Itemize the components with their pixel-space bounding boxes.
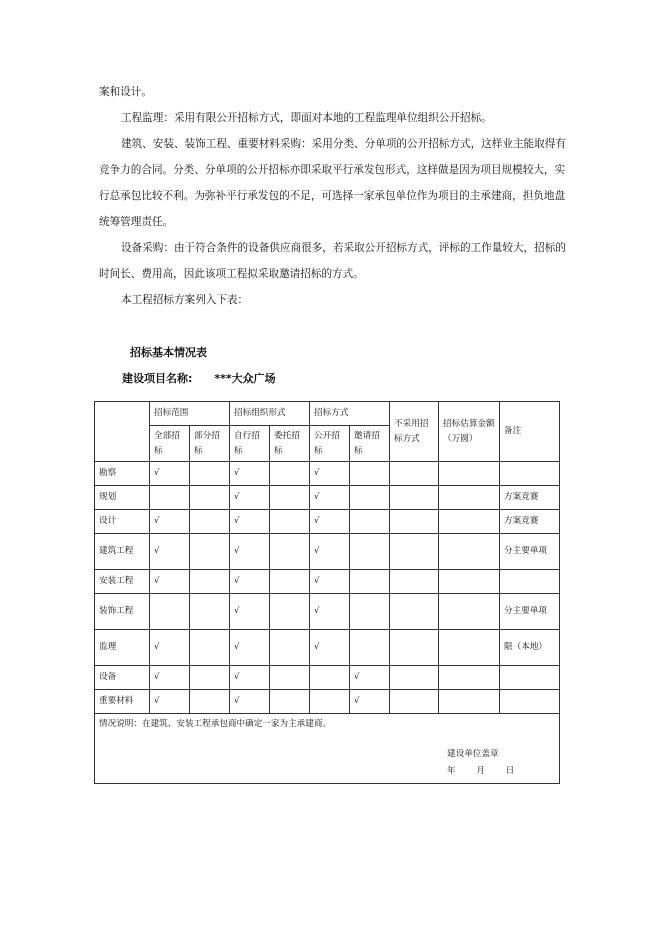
cell-full: √ (150, 630, 190, 666)
cell-remark: 分主要单项 (500, 594, 560, 630)
cell-remark: 方案竞赛 (500, 510, 560, 534)
cell-invited (350, 630, 390, 666)
cell-self: √ (230, 486, 270, 510)
table-title: 招标基本情况表 (130, 346, 207, 359)
subheader-full: 全部招标 (150, 426, 190, 462)
cell-self: √ (230, 570, 270, 594)
table-row (95, 510, 560, 534)
cell-public: √ (310, 510, 350, 534)
header-scope: 招标范围 (150, 402, 230, 426)
cell-no-public (390, 486, 439, 510)
cell-entrusted (270, 666, 310, 690)
row-name: 安装工程 (95, 570, 150, 594)
paragraph-5: 本工程招标方案列入下表： (121, 294, 249, 306)
cell-no-public (390, 570, 439, 594)
paragraph-4: 设备采购：由于符合条件的设备供应商很多，若采取公开招标方式，评标的工作量较大，招标的时间长、费用高，因此该项工程拟采取邀请招标的方式。 (99, 242, 566, 280)
cell-invited: √ (350, 690, 390, 714)
cell-self: √ (230, 690, 270, 714)
cell-invited (350, 510, 390, 534)
cell-partial (190, 666, 230, 690)
cell-estimate (439, 534, 500, 570)
cell-entrusted (270, 462, 310, 486)
cell-invited (350, 594, 390, 630)
table-row (95, 534, 560, 570)
cell-estimate (439, 510, 500, 534)
cell-remark: 方案竞赛 (500, 486, 560, 510)
cell-no-public (390, 510, 439, 534)
cell-self: √ (230, 666, 270, 690)
cell-self: √ (230, 510, 270, 534)
cell-partial (190, 630, 230, 666)
situation-note: 情况说明：在建筑、安装工程承包商中确定一家为主承建商。 (99, 719, 332, 729)
cell-no-public (390, 690, 439, 714)
cell-no-public (390, 630, 439, 666)
row-name: 设计 (95, 510, 150, 534)
subheader-entrusted: 委托招标 (270, 426, 310, 462)
cell-no-public (390, 462, 439, 486)
cell-full: √ (150, 534, 190, 570)
cell-invited (350, 462, 390, 486)
cell-public: √ (310, 594, 350, 630)
cell-public: √ (310, 534, 350, 570)
cell-partial (190, 570, 230, 594)
cell-entrusted (270, 570, 310, 594)
row-name: 重要材料 (95, 690, 150, 714)
subheader-self: 自行招标 (230, 426, 270, 462)
cell-self: √ (230, 534, 270, 570)
cell-invited (350, 534, 390, 570)
cell-public: √ (310, 570, 350, 594)
seal-label: 建设单位盖章 (447, 749, 499, 759)
cell-estimate (439, 570, 500, 594)
project-name-value: ***大众广场 (214, 372, 276, 385)
subheader-partial: 部分招标 (190, 426, 230, 462)
table-row (95, 666, 560, 690)
cell-invited (350, 570, 390, 594)
cell-entrusted (270, 510, 310, 534)
cell-full (150, 486, 190, 510)
subheader-public: 公开招标 (310, 426, 350, 462)
row-name: 勘察 (95, 462, 150, 486)
cell-estimate (439, 462, 500, 486)
row-name: 装饰工程 (95, 594, 150, 630)
cell-full: √ (150, 690, 190, 714)
table-row (95, 594, 560, 630)
table-row (95, 570, 560, 594)
cell-entrusted (270, 630, 310, 666)
cell-invited (350, 486, 390, 510)
table-row (95, 486, 560, 510)
project-name-line (122, 370, 276, 386)
cell-estimate (439, 594, 500, 630)
cell-self: √ (230, 594, 270, 630)
paragraph-1: 案和设计。 (99, 86, 152, 98)
cell-self: √ (230, 630, 270, 666)
header-corner (95, 402, 150, 462)
header-organization: 招标组织形式 (230, 402, 310, 426)
cell-estimate (439, 486, 500, 510)
cell-entrusted (270, 534, 310, 570)
header-estimate: 招标估算金额（万圆） (439, 402, 500, 462)
cell-remark (500, 462, 560, 486)
cell-partial (190, 594, 230, 630)
paragraph-3: 建筑、安装、装饰工程、重要材料采购：采用分类、分单项的公开招标方式，这样业主能取得有竞争力的合同。分类、分单项的公开招标亦即采取平行承发包形式，这样做是因为项目规模较大，实行总承包比较不利。为弥补平行承发包的不足，可选择一家承包单位作为项目的主承建商，担负地盘统筹管理责任。 (99, 138, 566, 228)
row-name: 规划 (95, 486, 150, 510)
project-name-label: 建设项目名称: (122, 372, 193, 385)
row-name: 监理 (95, 630, 150, 666)
subheader-invited: 邀请招标 (350, 426, 390, 462)
cell-full (150, 594, 190, 630)
cell-entrusted (270, 594, 310, 630)
cell-partial (190, 462, 230, 486)
cell-no-public (390, 534, 439, 570)
cell-partial (190, 510, 230, 534)
paragraph-2: 工程监理：采用有限公开招标方式，即面对本地的工程监理单位组织公开招标。 (121, 112, 492, 124)
cell-public: √ (310, 462, 350, 486)
cell-partial (190, 486, 230, 510)
cell-public: √ (310, 630, 350, 666)
cell-estimate (439, 666, 500, 690)
cell-public: √ (310, 486, 350, 510)
cell-estimate (439, 690, 500, 714)
row-name: 设备 (95, 666, 150, 690)
cell-remark (500, 570, 560, 594)
cell-estimate (439, 630, 500, 666)
cell-remark (500, 666, 560, 690)
table-row (95, 690, 560, 714)
cell-public (310, 666, 350, 690)
header-remarks: 备注 (500, 402, 560, 462)
header-method: 招标方式 (310, 402, 390, 426)
cell-full: √ (150, 510, 190, 534)
cell-self: √ (230, 462, 270, 486)
cell-no-public (390, 666, 439, 690)
cell-full: √ (150, 570, 190, 594)
date-label: 年 月 日 (447, 766, 515, 776)
cell-no-public (390, 594, 439, 630)
cell-invited: √ (350, 666, 390, 690)
note-cell (95, 714, 560, 784)
table-row (95, 462, 560, 486)
cell-entrusted (270, 690, 310, 714)
cell-remark (500, 690, 560, 714)
table-row (95, 630, 560, 666)
cell-remark: 限（本地） (500, 630, 560, 666)
cell-full: √ (150, 666, 190, 690)
row-name: 建筑工程 (95, 534, 150, 570)
cell-remark: 分主要单项 (500, 534, 560, 570)
cell-entrusted (270, 486, 310, 510)
cell-partial (190, 690, 230, 714)
cell-full: √ (150, 462, 190, 486)
header-no-public: 不采用招标方式 (390, 402, 439, 462)
cell-partial (190, 534, 230, 570)
cell-public (310, 690, 350, 714)
bidding-info-table (94, 401, 560, 784)
